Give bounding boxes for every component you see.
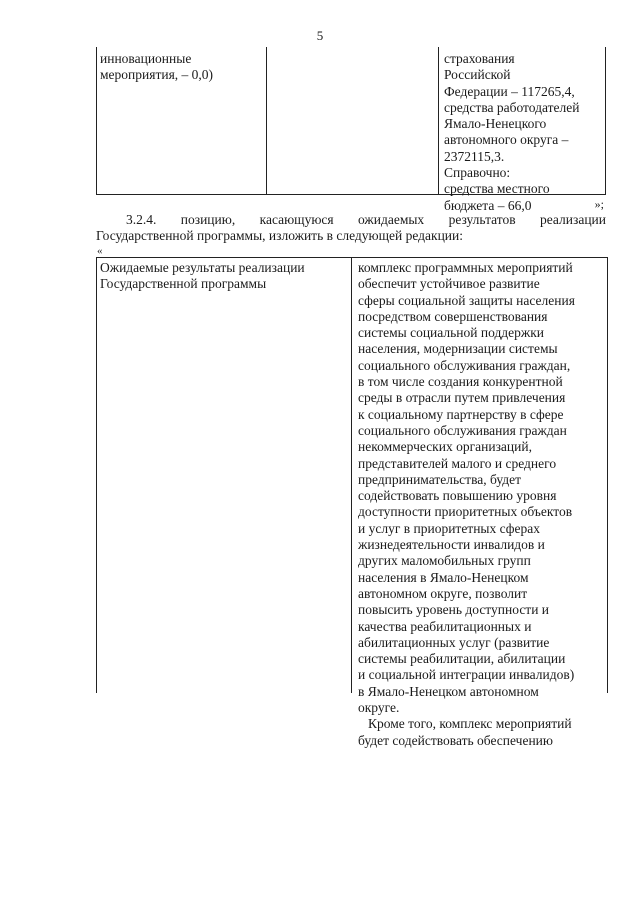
cell-line: Ямало-Ненецкого xyxy=(444,116,547,132)
text-line: социального обслуживания граждан xyxy=(358,422,567,438)
text-line: Кроме того, комплекс мероприятий xyxy=(368,716,572,732)
cell-line: средства местного xyxy=(444,181,550,197)
text-line: социального обслуживания граждан, xyxy=(358,357,571,373)
text-line: доступности приоритетных объектов xyxy=(358,504,573,520)
text-line: в Ямало-Ненецком автономном xyxy=(358,683,539,699)
text-line: повысить уровень доступности и xyxy=(358,602,550,618)
cell-line: Федерации – 117265,4, xyxy=(444,83,575,99)
text-line: и услуг в приоритетных сферах xyxy=(358,520,541,536)
text-line: к социальному партнерству в сфере xyxy=(358,406,564,422)
text-line: посредством совершенствования xyxy=(358,308,548,324)
text-line: некоммерческих организаций, xyxy=(358,439,532,455)
cell-line: 2372115,3. xyxy=(444,148,505,164)
opening-quote-mark: « xyxy=(97,245,103,257)
text-line: содействовать повышению уровня xyxy=(358,488,557,504)
cell-line: автономного округа – xyxy=(444,132,569,148)
top-table-left-cell xyxy=(100,51,260,84)
results-table-text xyxy=(358,260,606,749)
cell-line: страхования xyxy=(444,51,515,66)
closing-quote-mark: »; xyxy=(594,197,604,211)
text-line: других маломобильных групп xyxy=(358,553,531,569)
amendment-line-2: Государственной программы, изложить в следующей редакции: xyxy=(96,228,463,243)
text-line: будет содействовать обеспечению xyxy=(358,732,553,748)
text-line: абилитационных услуг (развитие xyxy=(358,634,550,650)
text-line: среды в отрасли путем привлечения xyxy=(358,390,566,406)
text-line: обеспечит устойчивое развитие xyxy=(358,276,540,292)
cell-line: Российской xyxy=(444,67,511,83)
label-line: Ожидаемые результаты реализации xyxy=(100,260,305,275)
table-border-right xyxy=(605,47,606,195)
top-table-fragment xyxy=(96,47,606,213)
text-line: в том числе создания конкурентной xyxy=(358,374,563,390)
cell-line: средства работодателей xyxy=(444,99,580,115)
text-line: и социальной интеграции инвалидов) xyxy=(358,667,575,683)
page-number: 5 xyxy=(316,28,324,43)
cell-line: мероприятия, – 0,0) xyxy=(100,67,214,83)
text-line: сферы социальной защиты населения xyxy=(358,292,575,308)
cell-line: инновационные xyxy=(100,51,192,66)
top-table-right-cell xyxy=(444,51,604,214)
results-table xyxy=(96,257,608,748)
table-border-col1 xyxy=(266,47,267,195)
results-table-label xyxy=(100,260,345,293)
table-border-left xyxy=(96,47,97,195)
text-line: системы реабилитации, абилитации xyxy=(358,651,566,667)
text-line: предпринимательства, будет xyxy=(358,471,522,487)
results-table-divider xyxy=(351,257,352,693)
text-line: комплекс программных мероприятий xyxy=(358,260,573,275)
label-line: Государственной программы xyxy=(100,276,267,292)
amendment-line-1: 3.2.4. позицию, касающуюся ожидаемых результатов реализации xyxy=(126,212,606,227)
text-line: системы социальной поддержки xyxy=(358,325,545,341)
text-line: округе. xyxy=(358,700,400,716)
table-border-col2 xyxy=(438,47,439,195)
cell-line: Справочно: xyxy=(444,165,511,181)
cell-line: бюджета – 66,0 xyxy=(444,197,532,213)
text-line: качества реабилитационных и xyxy=(358,618,532,634)
text-line: жизнедеятельности инвалидов и xyxy=(358,537,545,553)
amendment-paragraph xyxy=(96,212,606,244)
text-line: представителей малого и среднего xyxy=(358,455,557,471)
text-line: населения в Ямало-Ненецком xyxy=(358,569,529,585)
text-line: автономном округе, позволит xyxy=(358,585,528,601)
text-line: населения, модернизации системы xyxy=(358,341,558,357)
